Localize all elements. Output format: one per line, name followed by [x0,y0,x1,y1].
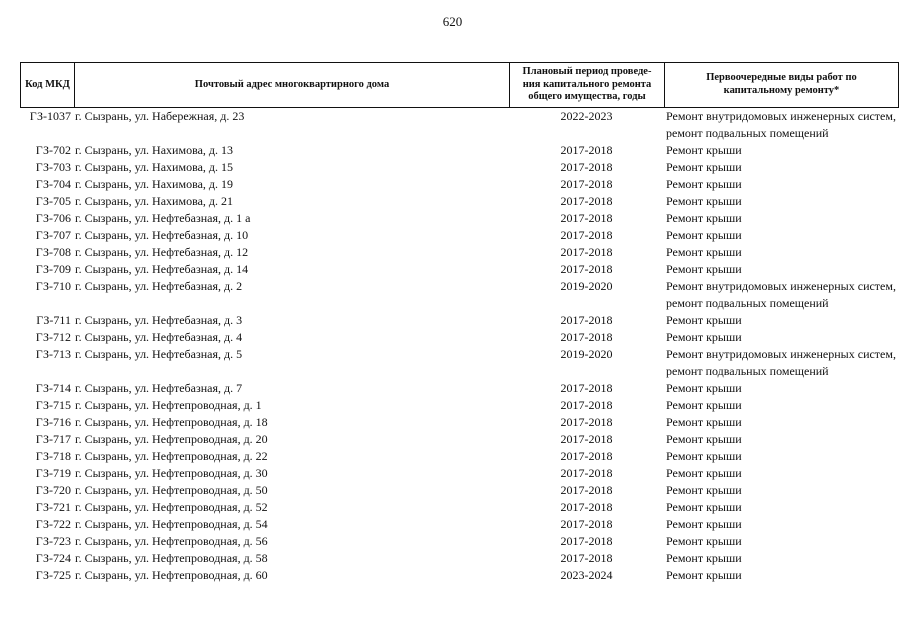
row-period: 2017-2018 [560,432,613,446]
row-period: 2017-2018 [560,143,613,157]
row-period: 2017-2018 [560,211,613,225]
table-row [20,499,899,516]
header-code: Код МКД [21,63,75,107]
row-address: г. Сызрань, ул. Нефтебазная, д. 3 [75,313,243,327]
row-period: 2017-2018 [560,517,613,531]
row-code: ГЗ-707 [35,228,71,242]
row-code: ГЗ-702 [35,143,71,157]
row-period: 2022-2023 [560,109,613,123]
header-address: Почтовый адрес многоквартирного дома [75,63,510,107]
row-address: г. Сызрань, ул. Нахимова, д. 21 [75,194,234,208]
row-code: ГЗ-711 [36,313,71,327]
row-code: ГЗ-715 [35,398,71,412]
row-address: г. Сызрань, ул. Нефтебазная, д. 1 а [75,211,251,225]
row-code: ГЗ-710 [35,279,71,293]
row-address: г. Сызрань, ул. Нефтепроводная, д. 30 [75,466,268,480]
table-row [20,227,899,244]
row-address: г. Сызрань, ул. Набережная, д. 23 [75,109,245,123]
table-row [20,397,899,414]
row-period: 2017-2018 [560,466,613,480]
row-address: г. Сызрань, ул. Нефтепроводная, д. 54 [75,517,268,531]
row-address: г. Сызрань, ул. Нефтепроводная, д. 60 [75,568,268,582]
table-row [20,159,899,176]
row-works: Ремонт крыши [666,160,742,174]
row-code: ГЗ-705 [35,194,71,208]
row-code: ГЗ-725 [35,568,71,582]
row-code: ГЗ-719 [35,466,71,480]
row-code: ГЗ-703 [35,160,71,174]
row-address: г. Сызрань, ул. Нефтепроводная, д. 52 [75,500,268,514]
row-period: 2019-2020 [560,279,613,293]
row-period: 2017-2018 [560,483,613,497]
row-address: г. Сызрань, ул. Нахимова, д. 13 [75,143,234,157]
table-row [20,278,899,312]
table-row [20,516,899,533]
header-works: Первоочередные виды работ по капитальному ремонту* [706,72,857,96]
row-code: ГЗ-717 [35,432,71,446]
row-period: 2017-2018 [560,330,613,344]
row-works: Ремонт крыши [666,398,742,412]
row-code: ГЗ-1037 [29,109,71,123]
row-period: 2023-2024 [560,568,613,582]
row-works: Ремонт внутридомовых инженерных систем, ремонт подвальных помещений [666,347,896,378]
table-row [20,567,899,584]
row-period: 2017-2018 [560,415,613,429]
row-code: ГЗ-708 [35,245,71,259]
row-code: ГЗ-718 [35,449,71,463]
table-row [20,431,899,448]
row-address: г. Сызрань, ул. Нефтепроводная, д. 22 [75,449,268,463]
row-period: 2019-2020 [560,347,613,361]
table-row [20,108,899,142]
row-works: Ремонт крыши [666,415,742,429]
row-address: г. Сызрань, ул. Нефтебазная, д. 4 [75,330,243,344]
table-row [20,533,899,550]
table-body [20,108,899,584]
row-works: Ремонт крыши [666,381,742,395]
row-works: Ремонт крыши [666,551,742,565]
row-code: ГЗ-722 [35,517,71,531]
row-works: Ремонт крыши [666,228,742,242]
table-row [20,346,899,380]
row-period: 2017-2018 [560,534,613,548]
table-row [20,448,899,465]
row-address: г. Сызрань, ул. Нефтепроводная, д. 1 [75,398,262,412]
row-address: г. Сызрань, ул. Нахимова, д. 19 [75,177,234,191]
row-address: г. Сызрань, ул. Нефтепроводная, д. 50 [75,483,268,497]
row-code: ГЗ-704 [35,177,71,191]
table-row [20,142,899,159]
row-works: Ремонт крыши [666,211,742,225]
row-period: 2017-2018 [560,194,613,208]
row-code: ГЗ-713 [35,347,71,361]
row-address: г. Сызрань, ул. Нефтепроводная, д. 20 [75,432,268,446]
row-works: Ремонт крыши [666,177,742,191]
row-address: г. Сызрань, ул. Нефтебазная, д. 5 [75,347,243,361]
row-period: 2017-2018 [560,313,613,327]
row-code: ГЗ-721 [35,500,71,514]
row-works: Ремонт внутридомовых инженерных систем, ремонт подвальных помещений [666,109,896,140]
row-works: Ремонт крыши [666,262,742,276]
row-code: ГЗ-724 [35,551,71,565]
table-row [20,329,899,346]
row-period: 2017-2018 [560,500,613,514]
row-works: Ремонт крыши [666,194,742,208]
table-row [20,244,899,261]
header-period: Плановый период проведе-ния капитального ремонта общего имущества, годы [510,63,665,107]
row-code: ГЗ-714 [35,381,71,395]
table-row [20,414,899,431]
row-works: Ремонт крыши [666,330,742,344]
row-address: г. Сызрань, ул. Нахимова, д. 15 [75,160,234,174]
row-works: Ремонт крыши [666,517,742,531]
row-works: Ремонт крыши [666,568,742,582]
row-address: г. Сызрань, ул. Нефтебазная, д. 14 [75,262,249,276]
page-number: 620 [442,14,463,29]
row-works: Ремонт крыши [666,483,742,497]
row-address: г. Сызрань, ул. Нефтебазная, д. 10 [75,228,249,242]
table-row [20,210,899,227]
table-row [20,380,899,397]
row-works: Ремонт крыши [666,313,742,327]
row-address: г. Сызрань, ул. Нефтепроводная, д. 18 [75,415,268,429]
row-period: 2017-2018 [560,228,613,242]
row-works: Ремонт крыши [666,432,742,446]
row-address: г. Сызрань, ул. Нефтебазная, д. 12 [75,245,249,259]
row-period: 2017-2018 [560,160,613,174]
row-code: ГЗ-706 [35,211,71,225]
row-works: Ремонт крыши [666,449,742,463]
row-period: 2017-2018 [560,262,613,276]
row-code: ГЗ-720 [35,483,71,497]
row-address: г. Сызрань, ул. Нефтепроводная, д. 56 [75,534,268,548]
table-row [20,465,899,482]
row-period: 2017-2018 [560,551,613,565]
row-works: Ремонт крыши [666,245,742,259]
table-header [20,62,899,108]
row-works: Ремонт крыши [666,466,742,480]
row-period: 2017-2018 [560,245,613,259]
row-period: 2017-2018 [560,177,613,191]
row-works: Ремонт крыши [666,500,742,514]
table-row [20,482,899,499]
table-row [20,312,899,329]
table-row [20,193,899,210]
table-row [20,261,899,278]
row-address: г. Сызрань, ул. Нефтепроводная, д. 58 [75,551,268,565]
row-period: 2017-2018 [560,398,613,412]
row-address: г. Сызрань, ул. Нефтебазная, д. 7 [75,381,243,395]
row-code: ГЗ-712 [35,330,71,344]
row-works: Ремонт внутридомовых инженерных систем, ремонт подвальных помещений [666,279,896,310]
row-code: ГЗ-723 [35,534,71,548]
row-period: 2017-2018 [560,381,613,395]
table-row [20,176,899,193]
row-code: ГЗ-716 [35,415,71,429]
row-code: ГЗ-709 [35,262,71,276]
row-works: Ремонт крыши [666,534,742,548]
row-period: 2017-2018 [560,449,613,463]
table-row [20,550,899,567]
row-works: Ремонт крыши [666,143,742,157]
row-address: г. Сызрань, ул. Нефтебазная, д. 2 [75,279,243,293]
